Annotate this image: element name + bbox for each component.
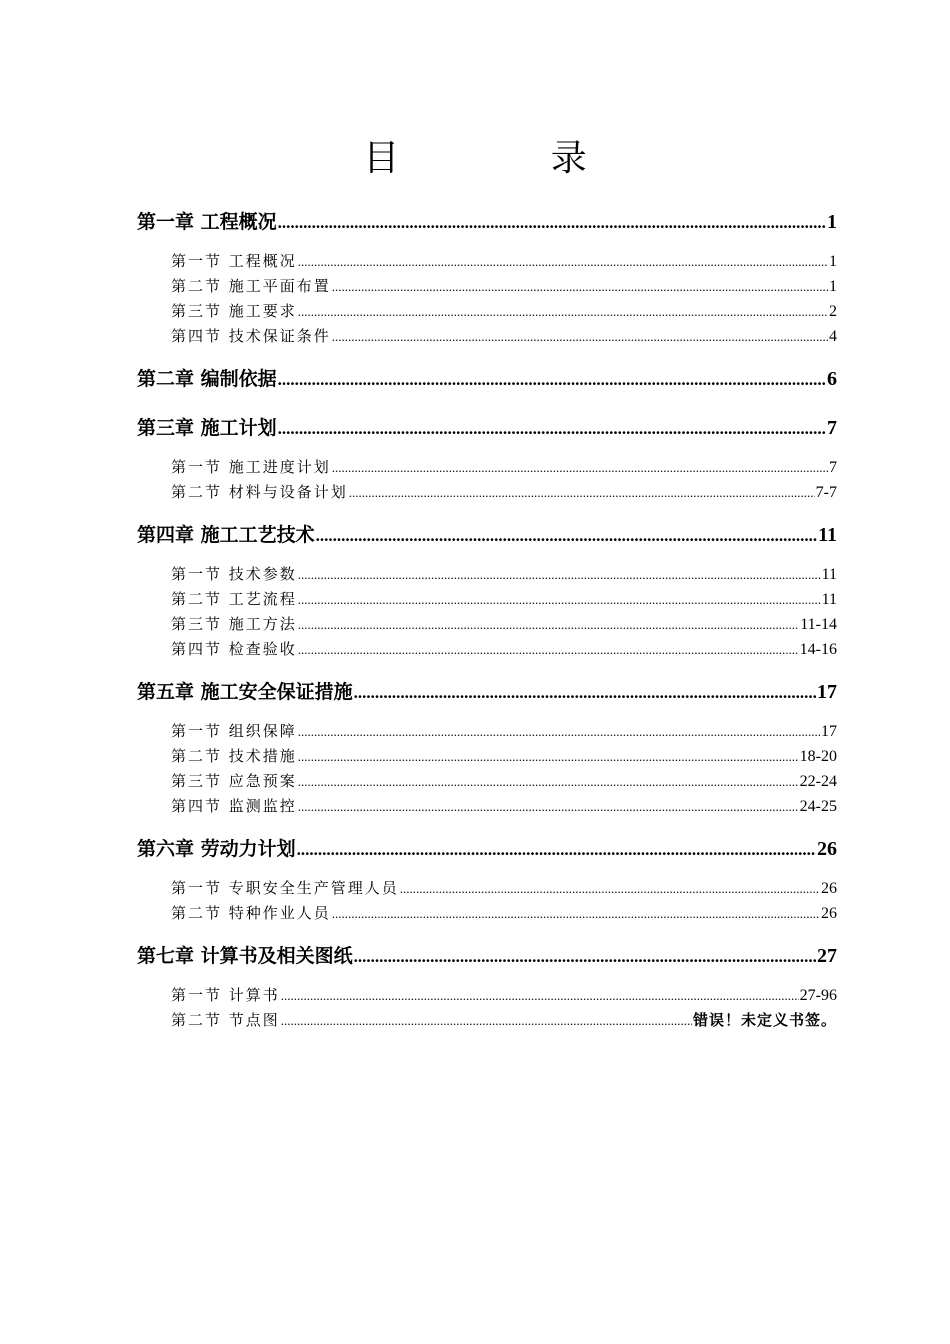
toc-section-entry[interactable] <box>137 249 837 274</box>
toc-spacer <box>137 868 837 876</box>
toc-spacer <box>137 505 837 516</box>
section-title: 第一节 组织保障 <box>171 722 297 740</box>
dot-leader <box>281 1008 692 1033</box>
toc-section-entry[interactable] <box>137 876 837 901</box>
chapter-title: 第四章 施工工艺技术 <box>137 524 315 546</box>
page-number: 11 <box>821 591 837 608</box>
toc-section-entry[interactable] <box>137 455 837 480</box>
toc-chapter-entry[interactable] <box>137 360 837 398</box>
page-number: 1 <box>827 211 837 233</box>
chapter-title: 第五章 施工安全保证措施 <box>137 681 353 703</box>
section-title: 第一节 工程概况 <box>171 252 297 270</box>
dot-leader <box>297 831 816 868</box>
dot-leader <box>354 938 816 975</box>
dot-leader <box>298 587 821 612</box>
page-number: 11 <box>818 524 837 546</box>
section-title: 第二节 施工平面布置 <box>171 277 331 295</box>
toc-section-entry[interactable] <box>137 744 837 769</box>
toc-spacer <box>137 398 837 409</box>
page-number: 4 <box>829 328 837 345</box>
toc-chapter-entry[interactable] <box>137 516 837 554</box>
dot-leader <box>349 480 815 505</box>
section-title: 第一节 技术参数 <box>171 565 297 583</box>
page-number: 27-96 <box>799 987 837 1004</box>
toc-chapter-entry[interactable] <box>137 937 837 975</box>
page-number: 7-7 <box>815 484 837 501</box>
page-number: 17 <box>817 681 837 703</box>
section-title: 第二节 材料与设备计划 <box>171 483 348 501</box>
dot-leader <box>298 769 799 794</box>
toc-spacer <box>137 241 837 249</box>
dot-leader <box>316 517 817 554</box>
toc-spacer <box>137 819 837 830</box>
dot-leader <box>278 361 826 398</box>
toc-section-entry[interactable] <box>137 274 837 299</box>
dot-leader <box>298 719 820 744</box>
toc-spacer <box>137 349 837 360</box>
toc-section-entry[interactable] <box>137 983 837 1008</box>
toc-section-entry[interactable] <box>137 719 837 744</box>
chapter-title: 第一章 工程概况 <box>137 211 277 233</box>
chapter-title: 第二章 编制依据 <box>137 368 277 390</box>
toc-section-entry[interactable] <box>137 562 837 587</box>
toc-spacer <box>137 711 837 719</box>
section-title: 第四节 监测监控 <box>171 797 297 815</box>
page-number: 1 <box>829 253 837 270</box>
page-number: 22-24 <box>799 773 837 790</box>
dot-leader <box>354 674 816 711</box>
page-number: 14-16 <box>799 641 837 658</box>
page-number: 11-14 <box>800 616 837 633</box>
dot-leader <box>278 410 826 447</box>
dot-leader <box>298 562 821 587</box>
dot-leader <box>332 901 820 926</box>
page-number: 7 <box>829 459 837 476</box>
chapter-title: 第三章 施工计划 <box>137 417 277 439</box>
toc-section-entry[interactable] <box>137 480 837 505</box>
section-title: 第二节 技术措施 <box>171 747 297 765</box>
dot-leader <box>281 983 799 1008</box>
dot-leader <box>298 612 799 637</box>
page-number: 27 <box>817 945 837 967</box>
section-title: 第一节 专职安全生产管理人员 <box>171 879 399 897</box>
page-number: 26 <box>821 905 837 922</box>
toc-section-entry[interactable] <box>137 769 837 794</box>
toc-title: 目 录 <box>363 138 657 179</box>
toc-section-entry[interactable] <box>137 299 837 324</box>
page-number: 24-25 <box>799 798 837 815</box>
toc-spacer <box>137 447 837 455</box>
dot-leader <box>298 299 828 324</box>
section-title: 第四节 技术保证条件 <box>171 327 331 345</box>
page-number: 6 <box>827 368 837 390</box>
section-title: 第二节 工艺流程 <box>171 590 297 608</box>
toc-section-entry[interactable] <box>137 587 837 612</box>
toc-section-entry[interactable] <box>137 1008 837 1033</box>
page-number: 26 <box>821 880 837 897</box>
chapter-title: 第六章 劳动力计划 <box>137 838 296 860</box>
page-number: 7 <box>827 417 837 439</box>
page-number: 18-20 <box>799 748 837 765</box>
toc-section-entry[interactable] <box>137 794 837 819</box>
toc-chapter-entry[interactable] <box>137 830 837 868</box>
toc-chapter-entry[interactable] <box>137 203 837 241</box>
page-number: 17 <box>821 723 837 740</box>
dot-leader <box>400 876 820 901</box>
page-number: 1 <box>829 278 837 295</box>
section-title: 第二节 节点图 <box>171 1011 280 1029</box>
section-title: 第一节 计算书 <box>171 986 280 1004</box>
dot-leader <box>298 744 799 769</box>
toc-spacer <box>137 975 837 983</box>
dot-leader <box>298 249 828 274</box>
toc-chapter-entry[interactable] <box>137 409 837 447</box>
section-title: 第三节 施工要求 <box>171 302 297 320</box>
toc-list <box>137 203 837 1033</box>
toc-section-entry[interactable] <box>137 612 837 637</box>
dot-leader <box>278 204 826 241</box>
dot-leader <box>332 324 828 349</box>
dot-leader <box>298 637 799 662</box>
section-title: 第二节 特种作业人员 <box>171 904 331 922</box>
chapter-title: 第七章 计算书及相关图纸 <box>137 945 353 967</box>
toc-spacer <box>137 554 837 562</box>
section-title: 第一节 施工进度计划 <box>171 458 331 476</box>
page-number: 26 <box>817 838 837 860</box>
section-title: 第四节 检查验收 <box>171 640 297 658</box>
toc-section-entry[interactable] <box>137 324 837 349</box>
toc-chapter-entry[interactable] <box>137 673 837 711</box>
dot-leader <box>298 794 799 819</box>
dot-leader <box>332 274 828 299</box>
toc-section-entry[interactable] <box>137 901 837 926</box>
section-title: 第三节 施工方法 <box>171 615 297 633</box>
dot-leader <box>332 455 828 480</box>
page-number: 错误！未定义书签。 <box>692 1011 837 1029</box>
page-number: 2 <box>829 303 837 320</box>
toc-spacer <box>137 926 837 937</box>
page-number: 11 <box>821 566 837 583</box>
toc-spacer <box>137 662 837 673</box>
toc-section-entry[interactable] <box>137 637 837 662</box>
section-title: 第三节 应急预案 <box>171 772 297 790</box>
